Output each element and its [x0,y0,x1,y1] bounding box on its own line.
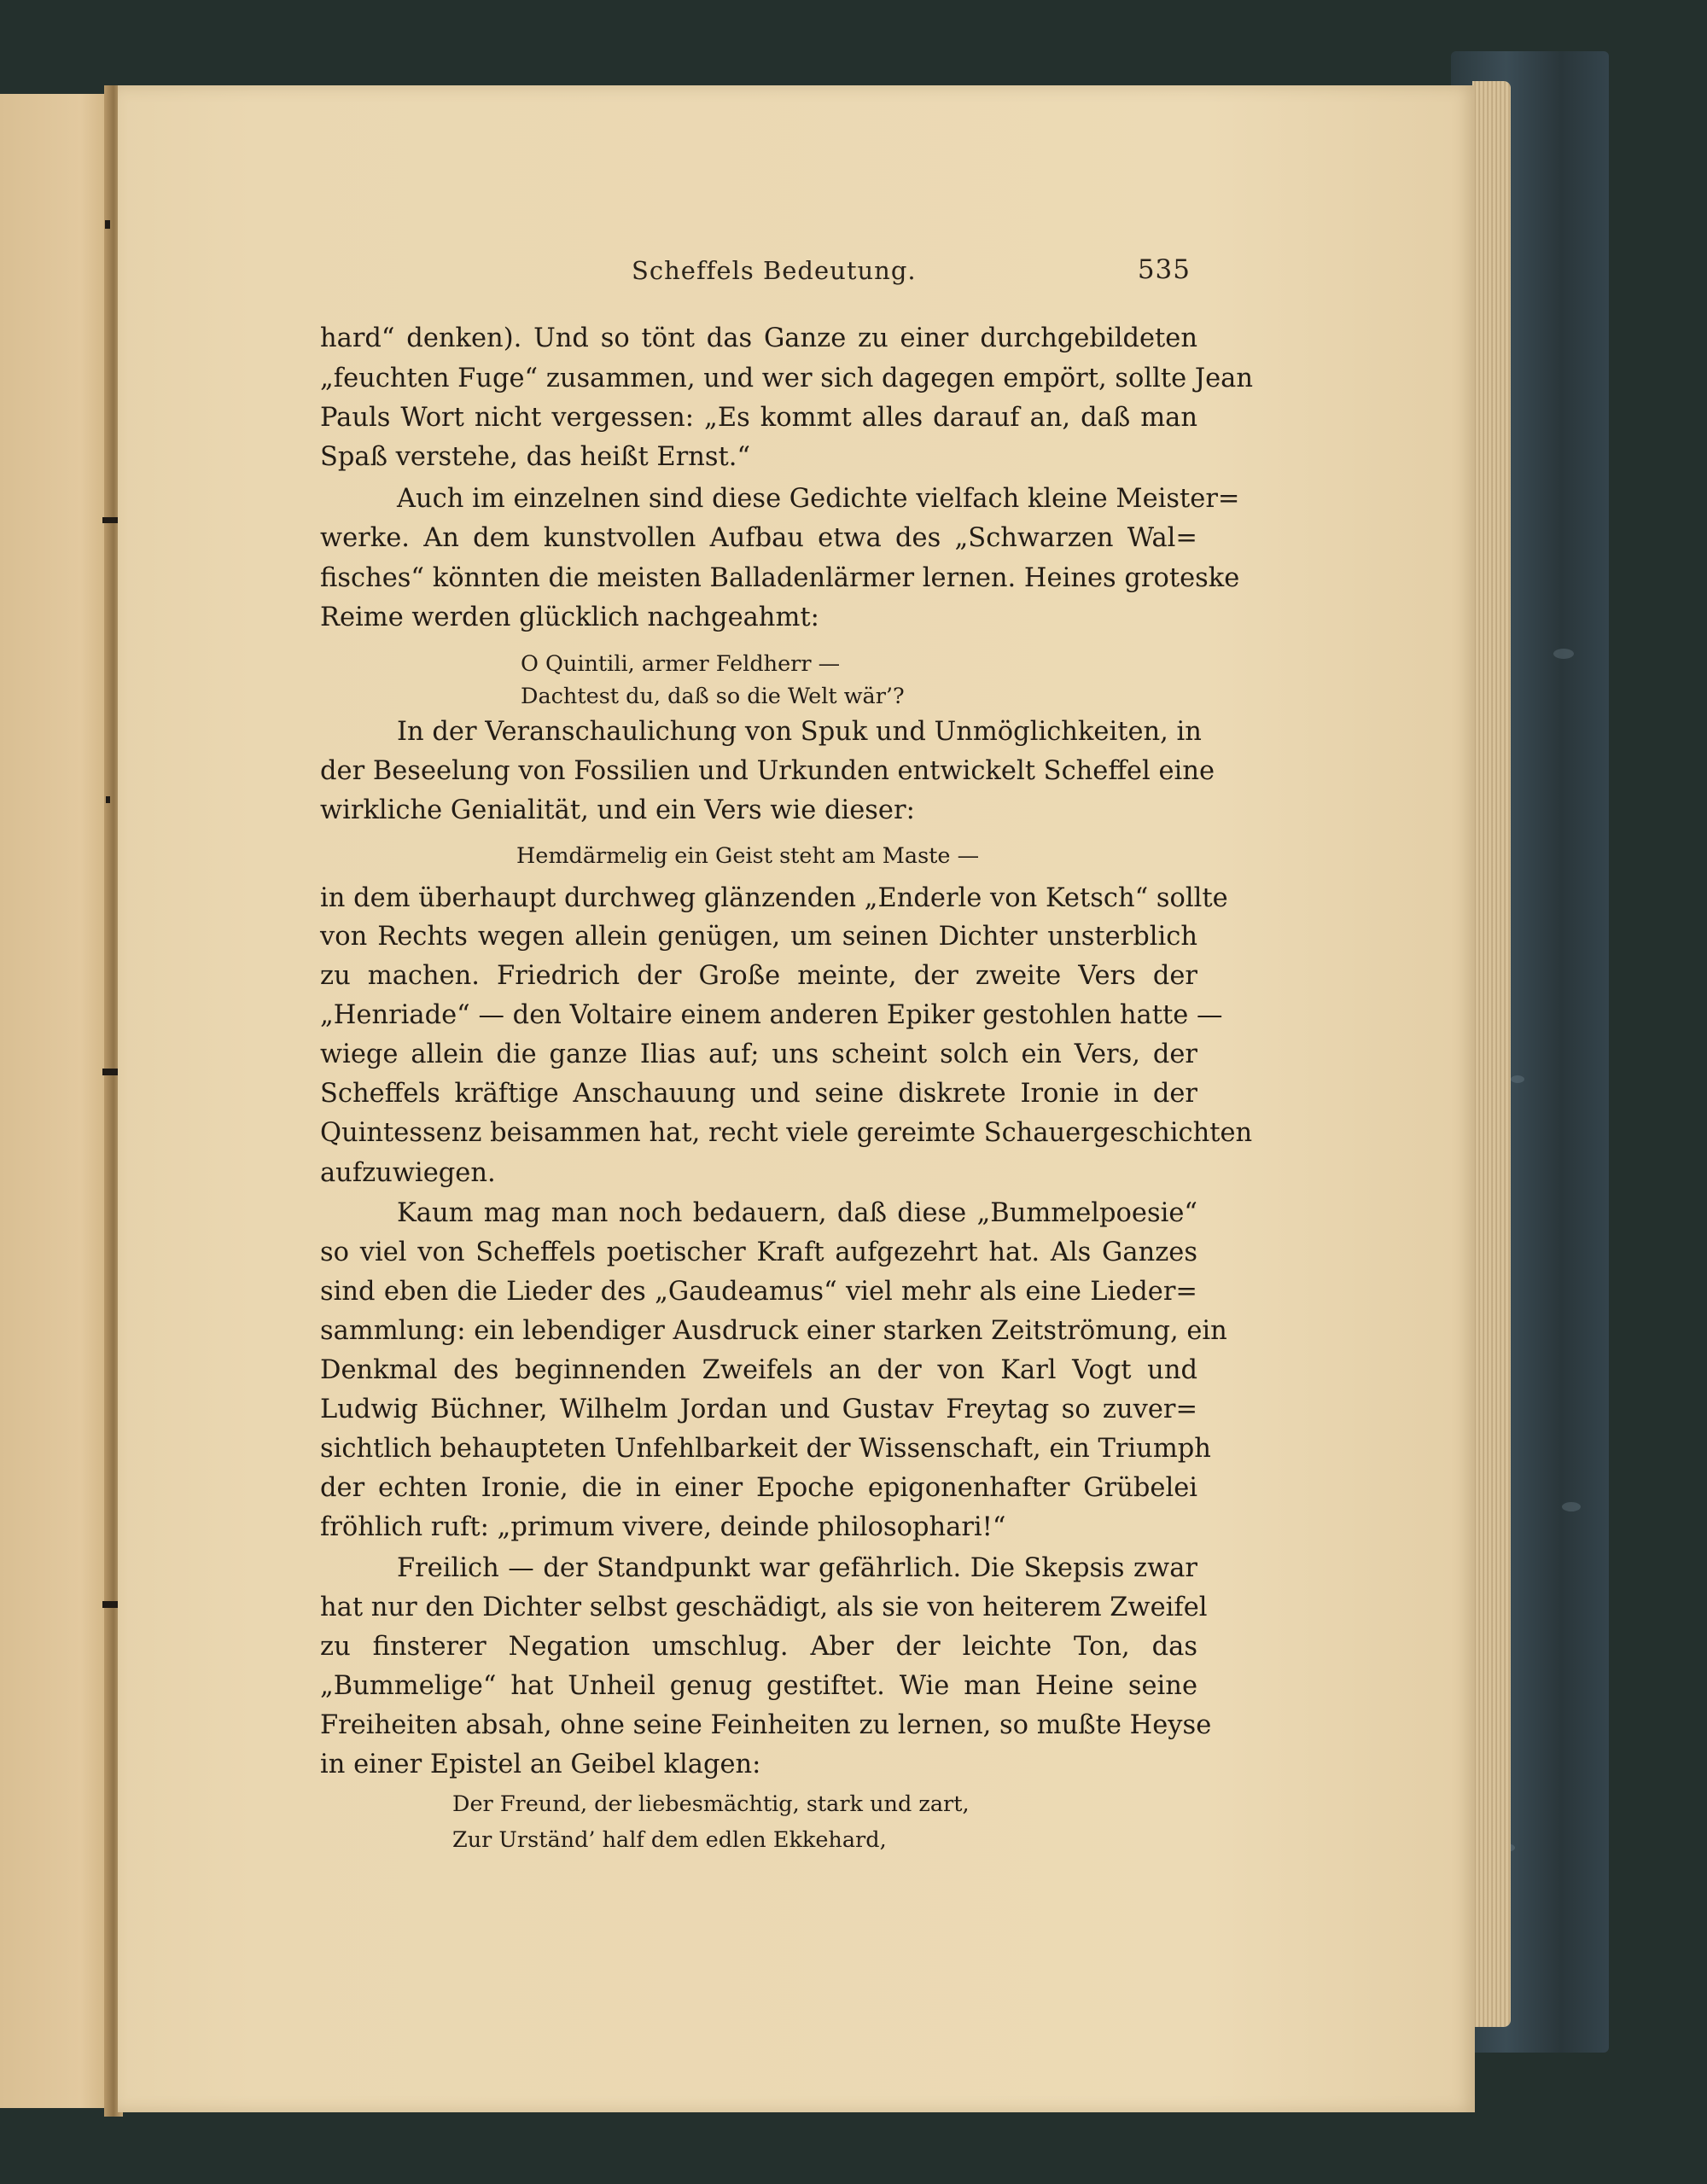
text-line: zu machen. Friedrich der Große meinte, der zweite Vers der [320,961,1197,991]
text-line: Scheffels kräftige Anschauung und seine diskrete Ironie in der [320,1079,1197,1109]
text-line: Denkmal des beginnenden Zweifels an der von Karl Vogt und [320,1355,1197,1385]
binding-mark [102,1601,118,1608]
verse-line: Dachtest du, daß so die Welt wär’? [521,684,905,709]
binding-mark [102,1069,118,1075]
verse-line: Zur Urständ’ half dem edlen Ekkehard, [452,1827,887,1853]
binding-mark [106,796,110,803]
text-line: Auch im einzelnen sind diese Gedichte vielfach kleine Meister= [397,484,1240,514]
page-number: 535 [1137,254,1191,285]
text-line: Spaß verstehe, das heißt Ernst.“ [320,442,751,472]
text-line: Pauls Wort nicht vergessen: „Es kommt alles darauf an, daß man [320,403,1197,433]
text-line: in einer Epistel an Geibel klagen: [320,1750,761,1779]
binding-mark [102,517,118,523]
text-line: werke. An dem kunstvollen Aufbau etwa des „Schwarzen Wal= [320,523,1197,553]
text-line: fröhlich ruft: „primum vivere, deinde philosophari!“ [320,1512,1006,1542]
text-line: hat nur den Dichter selbst geschädigt, als sie von heiterem Zweifel [320,1593,1208,1622]
text-line: in dem überhaupt durchweg glänzenden „Enderle von Ketsch“ sollte [320,883,1228,913]
running-title: Scheffels Bedeutung. [632,256,917,285]
page-header [555,253,1191,295]
text-line: Kaum mag man noch bedauern, daß diese „Bummelpoesie“ [397,1198,1197,1228]
text-line: Quintessenz beisammen hat, recht viele gereimte Schauergeschichten [320,1118,1253,1148]
text-line: „Henriade“ — den Voltaire einem anderen Epiker gestohlen hatte — [320,1000,1223,1030]
text-line: der Beseelung von Fossilien und Urkunden entwickelt Scheffel eine [320,756,1215,786]
text-line: „feuchten Fuge“ zusammen, und wer sich dagegen empört, sollte Jean [320,364,1253,393]
text-line: so viel von Scheffels poetischer Kraft aufgezehrt hat. Als Ganzes [320,1238,1197,1267]
text-line: sichtlich behaupteten Unfehlbarkeit der Wissenschaft, ein Triumph [320,1434,1211,1464]
text-line: aufzuwiegen. [320,1158,496,1188]
text-line: wirkliche Genialität, und ein Vers wie dieser: [320,795,915,825]
verse-line: Hemdärmelig ein Geist steht am Maste — [516,843,980,869]
text-line: wiege allein die ganze Ilias auf; uns scheint solch ein Vers, der [320,1040,1197,1069]
text-line: Freiheiten absah, ohne seine Feinheiten zu lernen, so mußte Heyse [320,1710,1212,1740]
text-line: von Rechts wegen allein genügen, um seinen Dichter unsterblich [320,922,1197,952]
text-line: zu finsterer Negation umschlug. Aber der leichte Ton, das [320,1632,1197,1662]
verse-line: O Quintili, armer Feldherr — [521,651,841,677]
facing-page-edge [0,94,115,2108]
text-line: sammlung: ein lebendiger Ausdruck einer starken Zeitströmung, ein [320,1316,1227,1346]
page-edges [1472,81,1511,2027]
text-line: der echten Ironie, die in einer Epoche epigonenhafter Grübelei [320,1473,1197,1503]
text-line: hard“ denken). Und so tönt das Ganze zu einer durchgebildeten [320,323,1197,353]
text-line: „Bummelige“ hat Unheil genug gestiftet. Wie man Heine seine [320,1671,1197,1701]
text-line: fisches“ könnten die meisten Balladenlärmer lernen. Heines groteske [320,563,1240,593]
text-line: Ludwig Büchner, Wilhelm Jordan und Gustav Freytag so zuver= [320,1395,1197,1424]
text-line: In der Veranschaulichung von Spuk und Unmöglichkeiten, in [397,717,1202,747]
text-line: Freilich — der Standpunkt war gefährlich. Die Skepsis zwar [397,1553,1197,1583]
text-line: sind eben die Lieder des „Gaudeamus“ viel mehr als eine Lieder= [320,1277,1197,1307]
verse-line: Der Freund, der liebesmächtig, stark und zart, [452,1791,970,1817]
text-line: Reime werden glücklich nachgeahmt: [320,603,819,632]
binding-mark [105,220,110,229]
